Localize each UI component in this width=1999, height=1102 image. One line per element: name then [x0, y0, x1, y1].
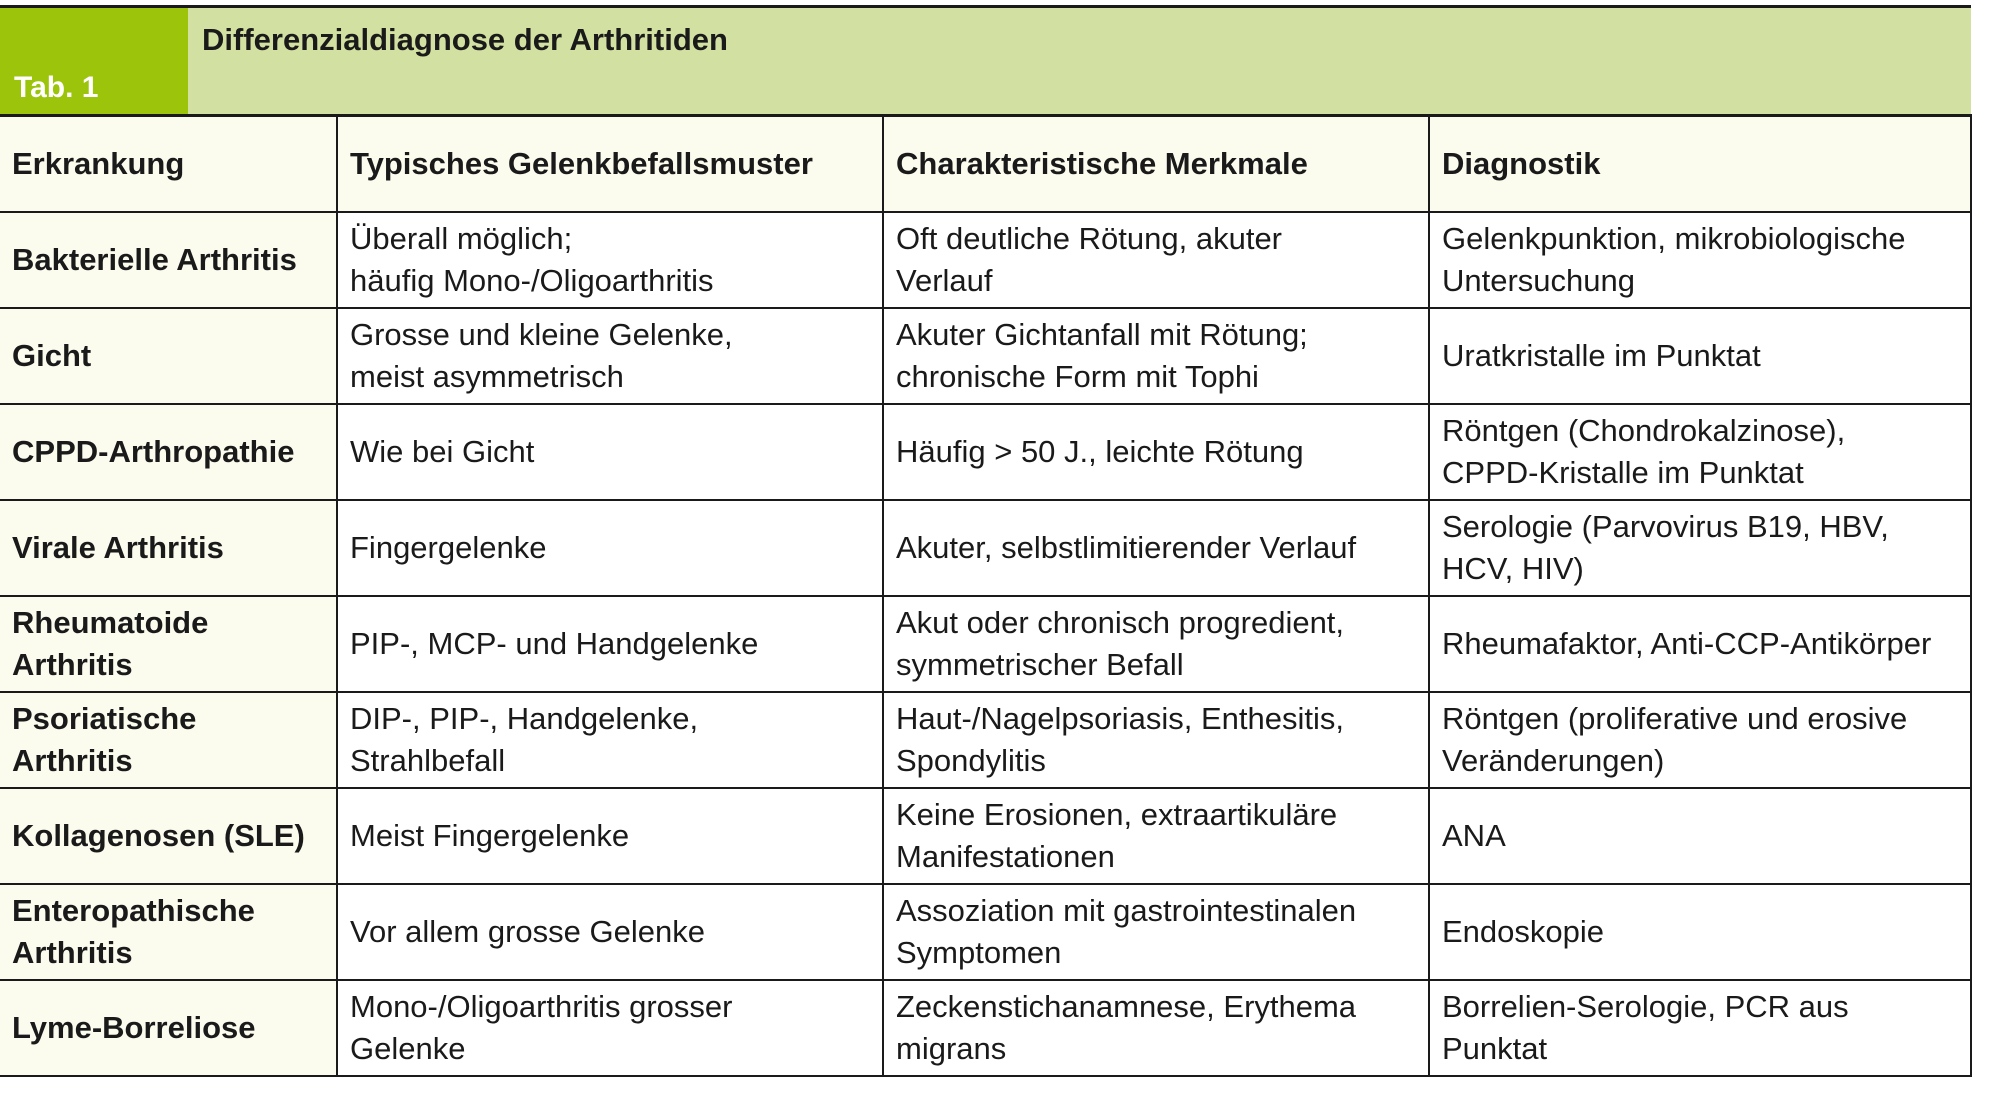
table-row: [0, 788, 1971, 884]
disease-cell: Lyme-Borreliose: [0, 980, 337, 1076]
diagnostics-cell: Serologie (Parvovirus B19, HBV, HCV, HIV): [1429, 500, 1971, 596]
features-cell: Haut-/Nagelpsoriasis, Enthesitis, Spondylitis: [883, 692, 1429, 788]
pattern-cell: Wie bei Gicht: [337, 404, 883, 500]
disease-cell: Kollagenosen (SLE): [0, 788, 337, 884]
column-header-pattern: Typisches Gelenkbefallsmuster: [337, 116, 883, 212]
table-number-label: Tab. 1: [0, 8, 188, 114]
table-row: [0, 212, 1971, 308]
pattern-cell: Grosse und kleine Gelenke, meist asymmetrisch: [337, 308, 883, 404]
column-header-row: [0, 116, 1971, 212]
features-cell: Assoziation mit gastrointestinalen Symptomen: [883, 884, 1429, 980]
pattern-cell: Überall möglich; häufig Mono-/Oligoarthritis: [337, 212, 883, 308]
diagnostics-cell: Röntgen (proliferative und erosive Veränderungen): [1429, 692, 1971, 788]
table-row: [0, 404, 1971, 500]
pattern-cell: Meist Fingergelenke: [337, 788, 883, 884]
features-cell: Akuter, selbstlimitierender Verlauf: [883, 500, 1429, 596]
pattern-cell: Vor allem grosse Gelenke: [337, 884, 883, 980]
features-cell: Keine Erosionen, extraartikuläre Manifestationen: [883, 788, 1429, 884]
column-header-disease: Erkrankung: [0, 116, 337, 212]
disease-cell: Enteropathische Arthritis: [0, 884, 337, 980]
table-row: [0, 884, 1971, 980]
features-cell: Oft deutliche Rötung, akuter Verlauf: [883, 212, 1429, 308]
diagnostics-cell: ANA: [1429, 788, 1971, 884]
features-cell: Akuter Gichtanfall mit Rötung; chronische Form mit Tophi: [883, 308, 1429, 404]
disease-cell: CPPD-Arthropathie: [0, 404, 337, 500]
disease-cell: Gicht: [0, 308, 337, 404]
column-header-features: Charakteristische Merkmale: [883, 116, 1429, 212]
diagnostics-cell: Gelenkpunktion, mikrobiologische Untersuchung: [1429, 212, 1971, 308]
diagnostics-cell: Borrelien-Serologie, PCR aus Punktat: [1429, 980, 1971, 1076]
table-title: Differenzialdiagnose der Arthritiden: [202, 22, 728, 57]
diagnostics-cell: Endoskopie: [1429, 884, 1971, 980]
disease-cell: Virale Arthritis: [0, 500, 337, 596]
table-row: [0, 308, 1971, 404]
table-header-bar: [0, 5, 1971, 114]
features-cell: Zeckenstichanamnese, Erythema migrans: [883, 980, 1429, 1076]
features-cell: Häufig > 50 J., leichte Rötung: [883, 404, 1429, 500]
pattern-cell: Mono-/Oligoarthritis grosser Gelenke: [337, 980, 883, 1076]
pattern-cell: PIP-, MCP- und Handgelenke: [337, 596, 883, 692]
column-header-diagnostics: Diagnostik: [1429, 116, 1971, 212]
features-cell: Akut oder chronisch progredient, symmetrischer Befall: [883, 596, 1429, 692]
table-row: [0, 980, 1971, 1076]
differential-diagnosis-table: [0, 5, 1971, 1077]
disease-cell: Psoriatische Arthritis: [0, 692, 337, 788]
pattern-cell: Fingergelenke: [337, 500, 883, 596]
table-row: [0, 596, 1971, 692]
table-row: [0, 500, 1971, 596]
data-table: [0, 114, 1972, 1077]
disease-cell: Rheumatoide Arthritis: [0, 596, 337, 692]
diagnostics-cell: Röntgen (Chondrokalzinose), CPPD-Kristalle im Punktat: [1429, 404, 1971, 500]
table-row: [0, 692, 1971, 788]
pattern-cell: DIP-, PIP-, Handgelenke, Strahlbefall: [337, 692, 883, 788]
disease-cell: Bakterielle Arthritis: [0, 212, 337, 308]
diagnostics-cell: Uratkristalle im Punktat: [1429, 308, 1971, 404]
diagnostics-cell: Rheumafaktor, Anti-CCP-Antikörper: [1429, 596, 1971, 692]
